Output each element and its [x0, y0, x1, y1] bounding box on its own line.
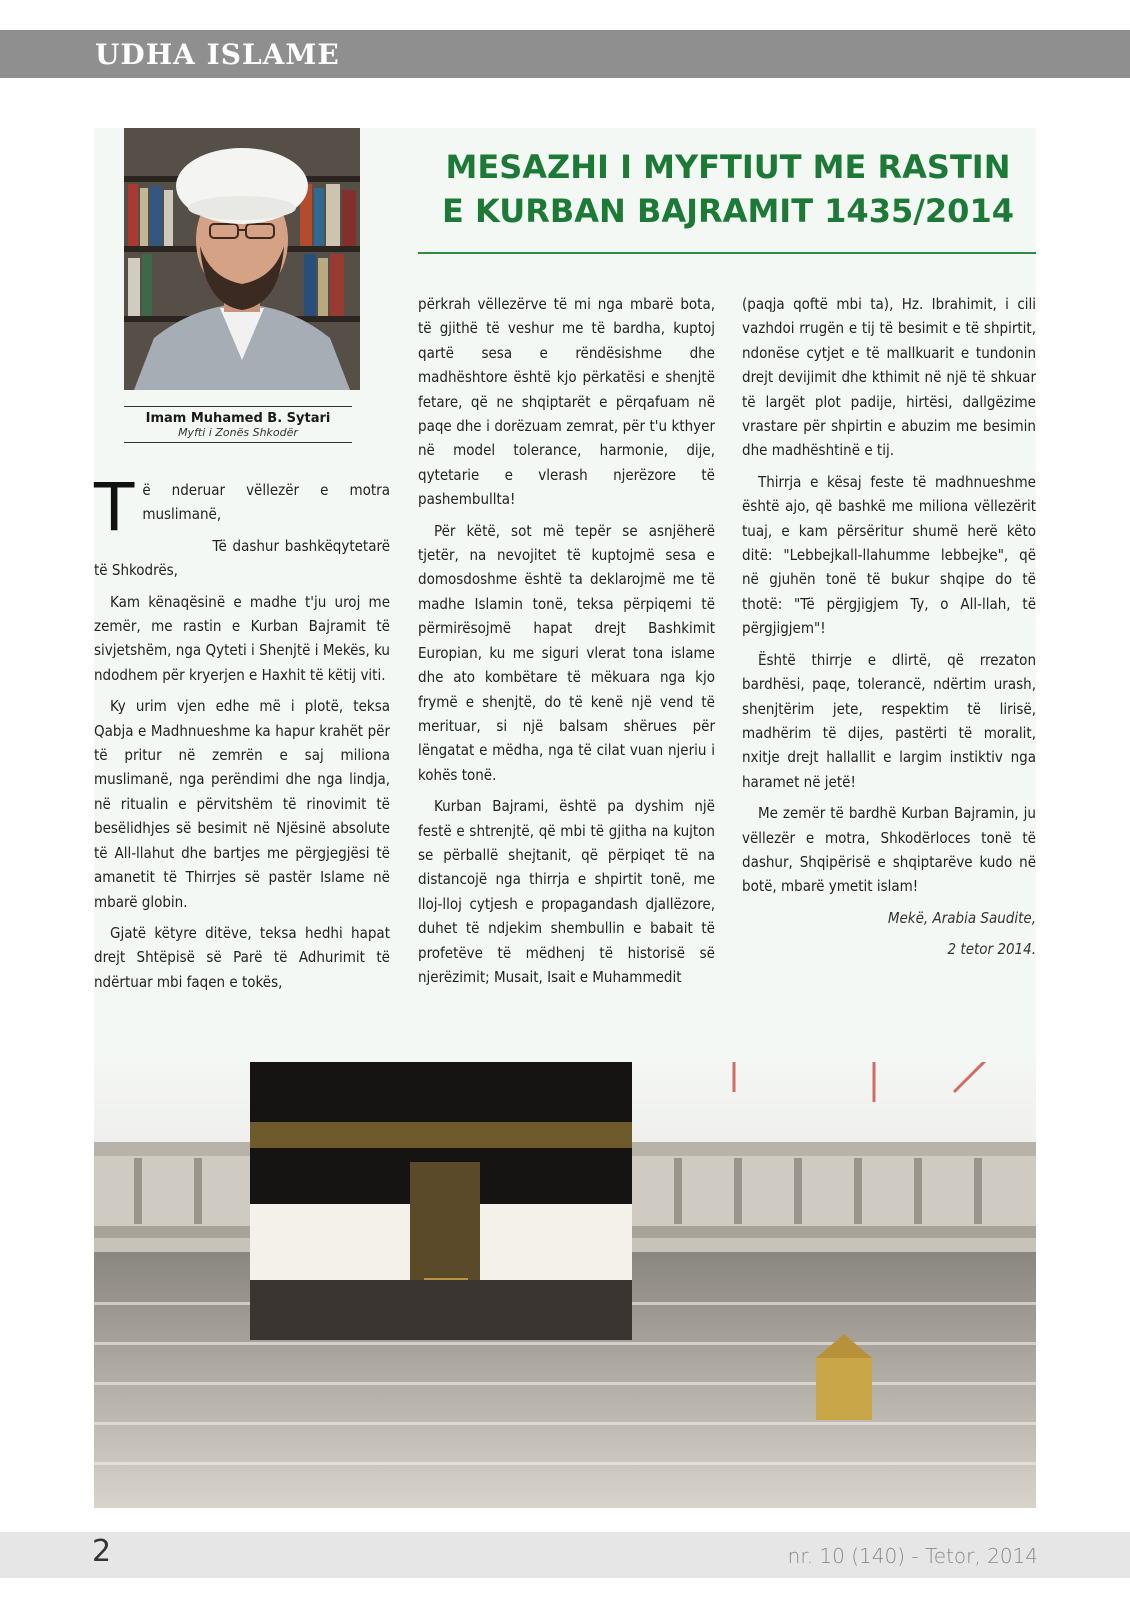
kaaba-illustration — [94, 1062, 1036, 1508]
paragraph: Për këtë, sot më tepër se asnjëherë tjetër, na nevojitet të kuptojmë sesa e domosdoshme është ta deklarojmë me të madhe Islamin tonë, teksa përpiqemi të përmirësojmë hapat drejt Bashkimit Europian, ku me siguri vlerat tona islame dhe ato kombëtare të mëkuara nga kjo frymë e shenjtë, do të kenë një vend të merituar, si një balsam shërues për lëngatat e mëdha, nga të cilat vuan njeriu i kohës tonë. — [418, 521, 715, 784]
article-title-line2: E KURBAN BAJRAMIT 1435/2014 — [442, 192, 1014, 230]
author-role: Myfti i Zonës Shkodër — [178, 426, 298, 439]
paragraph: Të dashur bashkëqytetarë të Shkodrës, — [94, 536, 390, 580]
text-column-3 — [742, 292, 1036, 969]
paragraph: Kam kënaqësinë e madhe t'ju uroj me zemër, me rastin e Kurban Bajramit të sivjetshëm, nga Qyteti i Shenjtë i Mekës, ku ndodhem për kryerjen e Haxhit të këtij viti. — [94, 592, 390, 684]
paragraph: (paqja qoftë mbi ta), Hz. Ibrahimit, i cili vazhdoi rrugën e tij të besimit e të shpirtit, ndonëse cytjet e të mallkuarit e tundonin drejt devijimit dhe kthimit në një të shkuar të largët plot padije, hirtësi, dallgëzime vrastare për shpirtin e abuzim me besimin dhe madhështinë e tij. — [742, 295, 1036, 460]
magazine-title: UDHA ISLAME — [95, 38, 340, 71]
paragraph: Me zemër të bardhë Kurban Bajramin, ju vëllezër e motra, Shkodërloces tonë të dashur, Shqipërisë e shqiptarëve kudo në botë, mbarë ymetit islam! — [742, 804, 1036, 896]
issue-info: nr. 10 (140) - Tetor, 2014 — [787, 1544, 1038, 1568]
paragraph: Kurban Bajrami, është pa dyshim një festë e shtrenjtë, që mbi të gjitha na kujton se përballë shejtanit, që përpiqet të na distancojë nga thirrja e shpirtit tonë, me lloj-lloj cytjesh e propagandash djallëzore, duhet të ndjekim shembullin e babait të profetëve të mëdhenj të historisë së njerëzimit; Musait, Isait e Muhammedit — [418, 797, 715, 986]
text-column-2 — [418, 292, 715, 996]
text-column-1 — [94, 469, 390, 1001]
author-photo-illustration — [124, 128, 360, 390]
paragraph: Është thirrje e dlirtë, që rrezaton bardhësi, paqe, tolerancë, ndërtim urash, shenjtërim jete, respektim të lirisë, madhërim të dijes, pastërti të moralit, nxitje drejt hallallit e largim instiktiv nga haramet në jetë! — [742, 650, 1036, 791]
photo-caption — [124, 406, 352, 443]
article-title — [420, 145, 1036, 233]
paragraph: Gjatë këtyre ditëve, teksa hedhi hapat drejt Shtëpisë së Parë të Adhurimit të ndërtuar mbi faqen e tokës, — [94, 923, 390, 991]
signature-place: Mekë, Arabia Saudite, — [887, 908, 1036, 927]
header-bar — [0, 30, 1130, 78]
signature-date: 2 tetor 2014. — [947, 940, 1036, 959]
author-name: Imam Muhamed B. Sytari — [145, 411, 331, 426]
kaaba-photo — [94, 1062, 1036, 1508]
paragraph: Ky urim vjen edhe më i plotë, teksa Qabja e Madhnueshme ka hapur krahët për të pritur në zemrën e saj miliona muslimanë, nga perëndimi dhe nga lindja, në ritualin e përvitshëm të rinovimit të besëlidhjes së besimit në Njësinë absolute të All-llahut dhe bartjes me përgjegjësi të amanetit të Thirrjes së pastër Islame në mbarë globin. — [94, 697, 390, 911]
paragraph: Thirrja e kësaj feste të madhnueshme është ajo, që bashkë me miliona vëllezërit tuaj, e kam përsëritur shumë herë këto ditë: "Lebbejkall-llahumme lebbejke", që në gjuhën tonë të bukur shqipe do të thotë: "Të përgjigjem Ty, o All-llah, të përgjigjem"! — [742, 472, 1036, 638]
title-rule — [418, 252, 1036, 254]
paragraph: përkrah vëllezërve të mi nga mbarë bota, të gjithë të veshur me të bardha, kuptoj qartë sesa e rëndësishme dhe madhështore është kjo përkatësi e shenjtë fetare, që ne shqiptarët e përqafuam në paqe dhe i dorëzuam zemrat, për t'u kthyer në model tolerance, harmonie, dije, qytetarie e vlerash njerëzore të pashembullta! — [418, 295, 715, 509]
author-photo — [124, 128, 360, 390]
page-number: 2 — [92, 1534, 112, 1569]
paragraph: Të nderuar vëllezër e motra muslimanë, — [94, 469, 390, 546]
drop-cap: T — [94, 469, 135, 546]
article-title-line1: MESAZHI I MYFTIUT ME RASTIN — [445, 148, 1011, 186]
